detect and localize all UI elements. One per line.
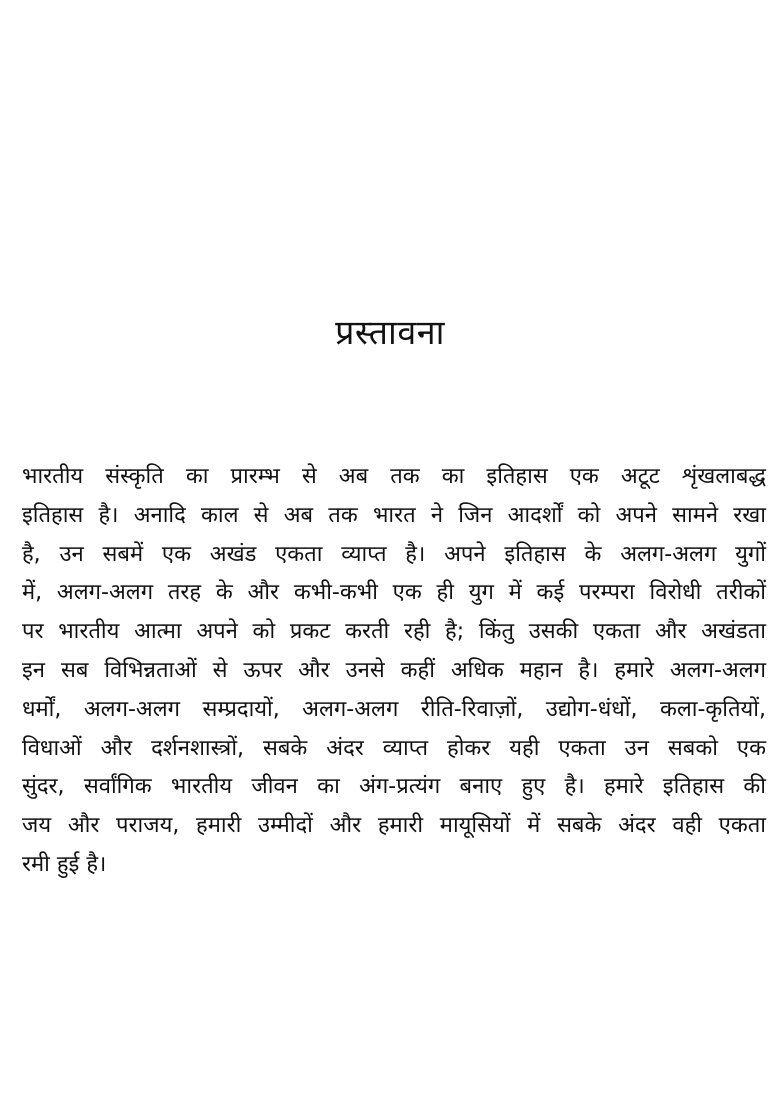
paragraph-line: विधाओं और दर्शनशास्त्रों, सबके अंदर व्याप्त होकर यही एकता उन सबको एक [22, 735, 766, 761]
paragraph-line: में, अलग-अलग तरह के और कभी-कभी एक ही युग में कई परम्परा विरोधी तरीकों [22, 580, 766, 606]
paragraph-line: पर भारतीय आत्मा अपने को प्रकट करती रही है; किंतु उसकी एकता और अखंडता [22, 619, 766, 645]
paragraph-line: है, उन सबमें एक अखंड एकता व्याप्त है। अपने इतिहास के अलग-अलग युगों [22, 541, 766, 567]
paragraph-line: सुंदर, सर्वांगिक भारतीय जीवन का अंग-प्रत्यंग बनाए हुए है। हमारे इतिहास की [22, 774, 766, 800]
paragraph-line: धर्मों, अलग-अलग सम्प्रदायों, अलग-अलग रीति-रिवाज़ों, उद्योग-धंधों, कला-कृतियों, [22, 696, 766, 722]
body-paragraph [22, 458, 766, 885]
paragraph-line: जय और पराजय, हमारी उम्मीदों और हमारी मायूसियों में सबके अंदर वही एकता [22, 813, 766, 839]
paragraph-line-last: रमी हुई है। [22, 851, 107, 877]
page-title: प्रस्तावना [335, 313, 445, 353]
paragraph-line: भारतीय संस्कृति का प्रारम्भ से अब तक का इतिहास एक अटूट शृंखलाबद्ध [22, 464, 766, 489]
paragraph-line: इतिहास है। अनादि काल से अब तक भारत ने जिन आदर्शों को अपने सामने रखा [22, 502, 766, 528]
paragraph-line: इन सब विभिन्नताओं से ऊपर और उनसे कहीं अधिक महान है। हमारे अलग-अलग [22, 657, 766, 683]
